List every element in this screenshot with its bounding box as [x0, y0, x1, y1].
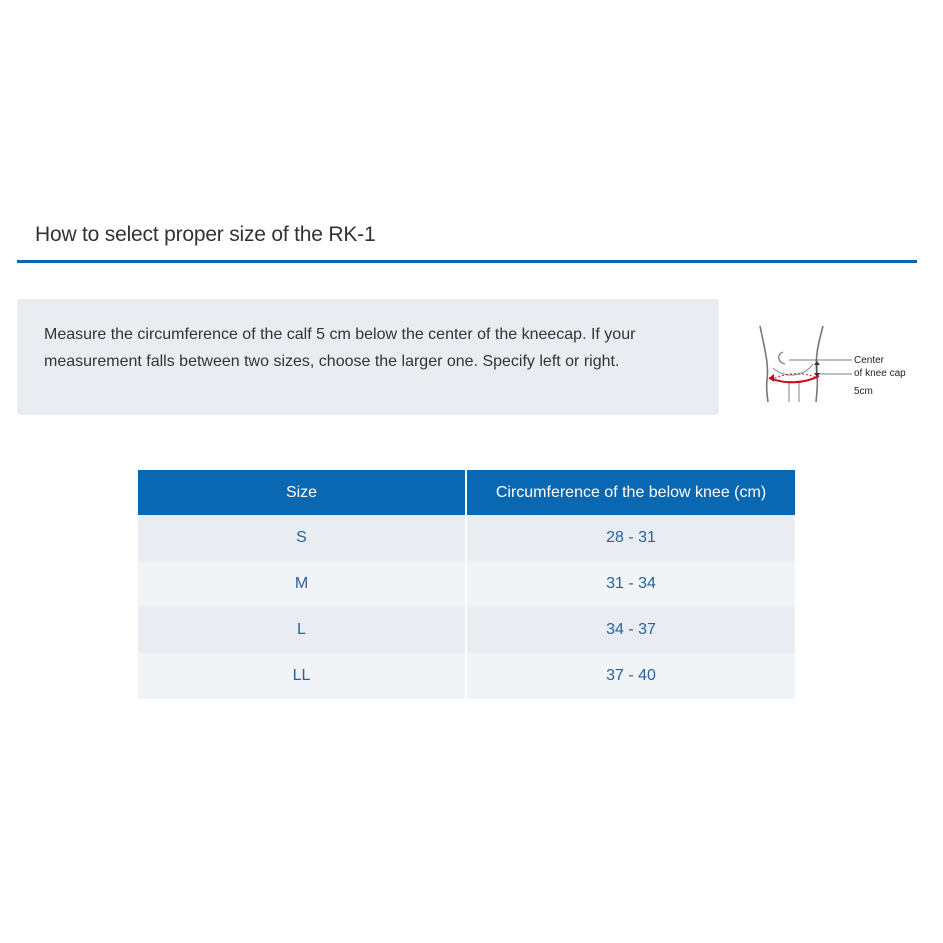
table-row [138, 607, 795, 653]
size-chart-table [138, 470, 795, 699]
measurement-instructions-text: Measure the circumference of the calf 5 cm below the center of the kneecap. If your measurement falls between two sizes, choose the larger one. Specify left or right. [44, 326, 636, 370]
column-header-size: Size [138, 470, 466, 515]
table-row [138, 653, 795, 699]
circumference-cell: 28 - 31 [466, 515, 795, 561]
size-cell: M [138, 561, 466, 607]
knee-illustration [755, 320, 925, 410]
circumference-arrow-head [769, 374, 774, 382]
size-cell: S [138, 515, 466, 561]
size-cell: LL [138, 653, 466, 699]
kneecap-curve [779, 352, 785, 364]
table-header-row [138, 470, 795, 515]
section-header [17, 218, 917, 263]
distance-arrow-head-up [814, 361, 820, 365]
circumference-band [769, 376, 819, 382]
page-title: How to select proper size of the RK-1 [35, 223, 376, 246]
knee-measurement-diagram [755, 320, 925, 410]
diagram-label-distance: 5cm [854, 386, 873, 397]
circumference-cell: 31 - 34 [466, 561, 795, 607]
diagram-label-center: Center [854, 355, 885, 366]
size-cell: L [138, 607, 466, 653]
column-header-circumference: Circumference of the below knee (cm) [466, 470, 795, 515]
circumference-cell: 34 - 37 [466, 607, 795, 653]
table-row [138, 561, 795, 607]
leg-outline-left [760, 326, 768, 402]
knee-inner-curve [773, 364, 813, 375]
circumference-cell: 37 - 40 [466, 653, 795, 699]
diagram-label-knee-cap: of knee cap [854, 368, 906, 379]
table-row [138, 515, 795, 561]
measurement-instructions-box [17, 299, 719, 415]
